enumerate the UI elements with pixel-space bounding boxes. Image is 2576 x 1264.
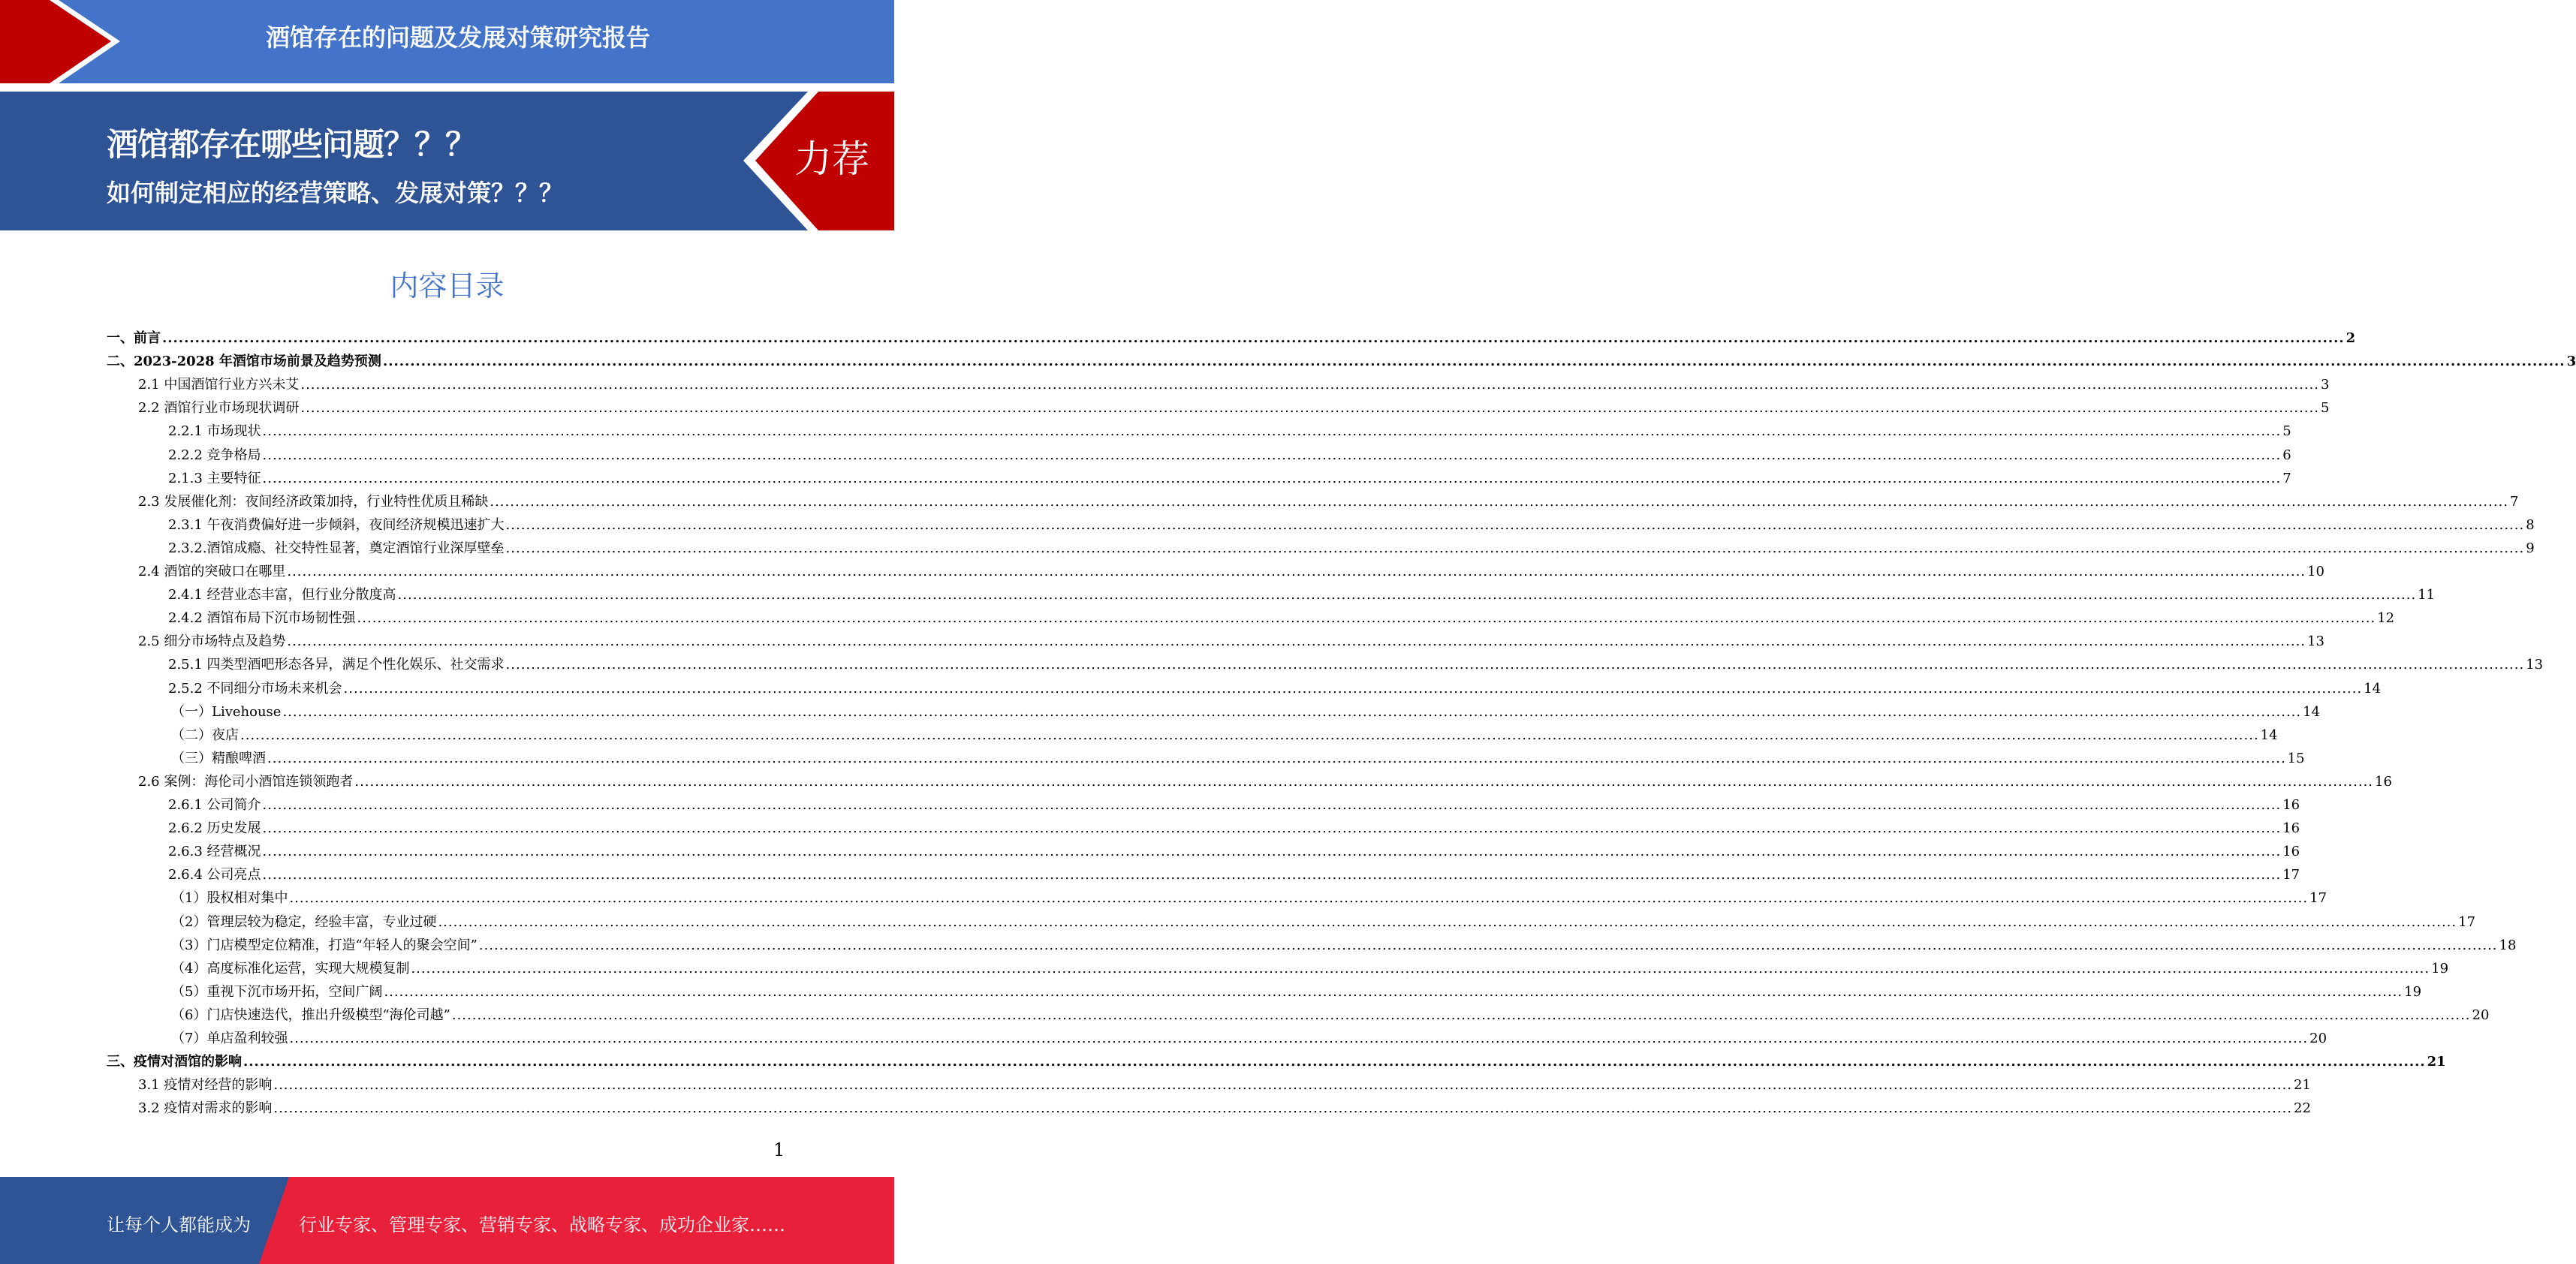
- toc-dot-leader: ................................................................................................................................................................................................................................................................................................................................................................................................................: [300, 377, 2320, 393]
- toc-dot-leader: ................................................................................................................................................................................................................................................................................................................................................................................................................: [357, 610, 2376, 627]
- toc-entry-page: 17: [2282, 867, 2300, 883]
- toc-dot-leader: ................................................................................................................................................................................................................................................................................................................................................................................................................: [382, 354, 2565, 370]
- page-number: 1: [773, 1139, 785, 1160]
- toc-entry-label: （4）高度标准化运营，实现大规模复制: [171, 960, 410, 977]
- toc-entry[interactable]: [138, 771, 2392, 794]
- toc-entry-page: 14: [2260, 727, 2278, 743]
- toc-entry-label: 2.1.3 主要特征: [168, 470, 261, 486]
- toc-dot-leader: ................................................................................................................................................................................................................................................................................................................................................................................................................: [262, 797, 2282, 813]
- toc-entry-label: （一）Livehouse: [171, 703, 282, 720]
- toc-dot-leader: ................................................................................................................................................................................................................................................................................................................................................................................................................: [451, 1007, 2471, 1023]
- toc-entry-label: （3）门店模型定位精准，打造“年轻人的聚会空间”: [171, 937, 478, 953]
- toc-entry-label: （三）精酿啤酒: [171, 750, 266, 766]
- toc-entry[interactable]: [168, 654, 2544, 677]
- toc-entry[interactable]: [168, 817, 2300, 841]
- toc-dot-leader: ................................................................................................................................................................................................................................................................................................................................................................................................................: [262, 447, 2282, 463]
- toc-entry-page: 17: [2458, 913, 2476, 930]
- toc-entry-label: 2.4.1 经营业态丰富，但行业分散度高: [168, 587, 396, 603]
- toc-entry-page: 16: [2282, 844, 2300, 860]
- toc-entry-label: （6）门店快速迭代，推出升级模型“海伦司越”: [171, 1007, 450, 1023]
- toc-entry-label: 2.2.1 市场现状: [168, 423, 261, 440]
- toc-entry-page: 11: [2418, 587, 2436, 603]
- toc-dot-leader: ................................................................................................................................................................................................................................................................................................................................................................................................................: [289, 890, 2309, 907]
- toc-entry-label: 2.6.1 公司简介: [168, 797, 261, 813]
- toc-dot-leader: ................................................................................................................................................................................................................................................................................................................................................................................................................: [262, 867, 2282, 883]
- toc-entry-page: 5: [2321, 400, 2330, 417]
- toc-title: 内容目录: [390, 269, 505, 302]
- toc-entry-label: （1）股权相对集中: [171, 890, 288, 907]
- toc-entry-page: 3: [2321, 377, 2330, 393]
- toc-dot-leader: ................................................................................................................................................................................................................................................................................................................................................................................................................: [478, 937, 2498, 953]
- toc-entry[interactable]: [171, 911, 2476, 934]
- toc-entry-page: 7: [2510, 493, 2519, 510]
- toc-entry-page: 19: [2431, 960, 2449, 977]
- toc-entry[interactable]: [171, 934, 2517, 958]
- toc-entry-page: 15: [2287, 750, 2305, 766]
- recommend-badge: 力荐: [794, 137, 869, 181]
- toc-dot-leader: ................................................................................................................................................................................................................................................................................................................................................................................................................: [289, 1031, 2309, 1046]
- toc-entry[interactable]: [168, 444, 2291, 468]
- toc-entry-page: 20: [2309, 1031, 2327, 1046]
- toc-entry-label: 三、疫情对酒馆的影响: [107, 1054, 242, 1070]
- toc-entry-page: 9: [2526, 540, 2535, 556]
- footer-slogan-right: 行业专家、管理专家、营销专家、战略专家、成功企业家……: [299, 1214, 785, 1235]
- toc-entry-page: 3: [2566, 354, 2576, 370]
- toc-dot-leader: ................................................................................................................................................................................................................................................................................................................................................................................................................: [243, 1054, 2426, 1070]
- toc-dot-leader: ................................................................................................................................................................................................................................................................................................................................................................................................................: [384, 983, 2403, 1000]
- toc-entry[interactable]: [138, 1097, 2311, 1121]
- toc-dot-leader: ................................................................................................................................................................................................................................................................................................................................................................................................................: [411, 960, 2430, 977]
- toc-entry[interactable]: [107, 351, 2576, 374]
- toc-entry-label: 3.1 疫情对经营的影响: [138, 1077, 273, 1094]
- toc-entry-page: 16: [2375, 773, 2392, 790]
- toc-entry-label: 3.2 疫情对需求的影响: [138, 1100, 273, 1117]
- toc-dot-leader: ................................................................................................................................................................................................................................................................................................................................................................................................................: [240, 727, 2259, 743]
- toc-entry-label: 2.2 酒馆行业市场现状调研: [138, 400, 300, 417]
- toc-entry-label: 2.3 发展催化剂：夜间经济政策加持，行业特性优质且稀缺: [138, 493, 489, 510]
- toc-dot-leader: ................................................................................................................................................................................................................................................................................................................................................................................................................: [287, 634, 2306, 650]
- toc-entry[interactable]: [171, 701, 2321, 724]
- toc-dot-leader: ................................................................................................................................................................................................................................................................................................................................................................................................................: [262, 423, 2282, 440]
- toc-entry-page: 12: [2377, 610, 2395, 627]
- toc-entry[interactable]: [168, 794, 2300, 817]
- toc-entry-page: 22: [2294, 1100, 2311, 1117]
- toc-entry[interactable]: [168, 841, 2300, 864]
- toc-entry[interactable]: [107, 1051, 2446, 1074]
- toc-dot-leader: ................................................................................................................................................................................................................................................................................................................................................................................................................: [505, 540, 2525, 556]
- toc-entry[interactable]: [171, 748, 2305, 771]
- hero-question-strategy: 如何制定相应的经营策略、发展对策？？？: [107, 179, 564, 207]
- toc-entry-page: 14: [2303, 703, 2321, 720]
- toc-dot-leader: ................................................................................................................................................................................................................................................................................................................................................................................................................: [300, 400, 2320, 417]
- toc-entry-page: 16: [2282, 820, 2300, 837]
- toc-entry-page: 21: [2427, 1054, 2446, 1070]
- toc-entry[interactable]: [138, 491, 2519, 514]
- toc-entry-label: 2.1 中国酒馆行业方兴未艾: [138, 377, 300, 393]
- toc-entry-page: 2: [2346, 330, 2356, 346]
- toc-entry-page: 5: [2282, 423, 2291, 440]
- toc-dot-leader: ................................................................................................................................................................................................................................................................................................................................................................................................................: [267, 750, 2286, 766]
- toc-entry-label: 2.2.2 竞争格局: [168, 447, 261, 463]
- toc-dot-leader: ................................................................................................................................................................................................................................................................................................................................................................................................................: [505, 657, 2525, 673]
- toc-dot-leader: ................................................................................................................................................................................................................................................................................................................................................................................................................: [397, 587, 2417, 603]
- hero-question-problems: 酒馆都存在哪些问题？？？: [107, 126, 477, 163]
- toc-entry-page: 19: [2404, 983, 2422, 1000]
- toc-entry-label: （2）管理层较为稳定，经验丰富，专业过硬: [171, 913, 437, 930]
- toc-entry[interactable]: [171, 887, 2327, 910]
- toc-entry[interactable]: [171, 958, 2449, 981]
- toc-entry[interactable]: [171, 1004, 2490, 1028]
- toc-entry-label: 2.4.2 酒馆布局下沉市场韧性强: [168, 610, 356, 627]
- toc-entry-label: （二）夜店: [171, 727, 239, 743]
- toc-entry[interactable]: [168, 468, 2291, 491]
- toc-entry[interactable]: [168, 607, 2395, 630]
- toc-entry[interactable]: [138, 374, 2330, 397]
- toc-entry[interactable]: [168, 864, 2300, 887]
- toc-dot-leader: ................................................................................................................................................................................................................................................................................................................................................................................................................: [162, 330, 2345, 346]
- toc-entry[interactable]: [168, 678, 2382, 701]
- toc-entry-page: 18: [2499, 937, 2517, 953]
- toc-entry-page: 21: [2294, 1077, 2311, 1094]
- toc-entry-page: 14: [2364, 680, 2382, 697]
- toc-entry-label: 2.6 案例：海伦司小酒馆连锁领跑者: [138, 773, 354, 790]
- toc-entry-page: 20: [2472, 1007, 2490, 1023]
- toc-dot-leader: ................................................................................................................................................................................................................................................................................................................................................................................................................: [262, 844, 2282, 860]
- toc-entry-label: 一、前言: [107, 330, 161, 346]
- toc-entry-label: （7）单店盈利较强: [171, 1031, 288, 1046]
- toc-entry-label: 2.5.2 不同细分市场未来机会: [168, 680, 342, 697]
- report-title: 酒馆存在的问题及发展对策研究报告: [265, 23, 650, 52]
- toc-entry[interactable]: [168, 537, 2535, 561]
- hero-banner: [0, 92, 894, 230]
- toc-entry[interactable]: [138, 1074, 2311, 1097]
- toc-entry-label: 2.4 酒馆的突破口在哪里: [138, 564, 286, 579]
- toc-entry-label: 2.3.2.酒馆成瘾、社交特性显著，奠定酒馆行业深厚壁垒: [168, 540, 505, 556]
- toc-dot-leader: ................................................................................................................................................................................................................................................................................................................................................................................................................: [273, 1077, 2293, 1094]
- toc-entry-page: 13: [2307, 634, 2324, 650]
- toc-entry-page: 7: [2282, 470, 2291, 486]
- toc-entry[interactable]: [171, 981, 2422, 1004]
- toc-entry-label: 2.6.2 历史发展: [168, 820, 261, 837]
- toc-entry[interactable]: [168, 514, 2535, 537]
- toc-dot-leader: ................................................................................................................................................................................................................................................................................................................................................................................................................: [354, 773, 2374, 790]
- toc-entry-page: 13: [2526, 657, 2544, 673]
- toc-entry[interactable]: [138, 630, 2324, 654]
- toc-entry-label: 2.3.1 午夜消费偏好进一步倾斜，夜间经济规模迅速扩大: [168, 516, 505, 533]
- toc-entry[interactable]: [171, 724, 2278, 748]
- toc-entry-label: 2.5 细分市场特点及趋势: [138, 634, 286, 650]
- toc-dot-leader: ................................................................................................................................................................................................................................................................................................................................................................................................................: [490, 493, 2509, 510]
- toc-entry-label: 2.6.4 公司亮点: [168, 867, 261, 883]
- toc-entry-page: 8: [2526, 516, 2535, 533]
- toc-dot-leader: ................................................................................................................................................................................................................................................................................................................................................................................................................: [505, 516, 2525, 533]
- footer-slogan-left: 让每个人都能成为: [107, 1214, 251, 1235]
- toc-entry-page: 16: [2282, 797, 2300, 813]
- toc-entry[interactable]: [138, 397, 2330, 420]
- header-arrow-decoration: [0, 0, 120, 83]
- toc-entry-label: 二、2023-2028 年酒馆市场前景及趋势预测: [107, 354, 381, 370]
- toc-entry-page: 6: [2282, 447, 2291, 463]
- toc-entry-label: 2.5.1 四类型酒吧形态各异，满足个性化娱乐、社交需求: [168, 657, 505, 673]
- toc-entry-page: 17: [2309, 890, 2327, 907]
- toc-dot-leader: ................................................................................................................................................................................................................................................................................................................................................................................................................: [262, 470, 2282, 486]
- toc-dot-leader: ................................................................................................................................................................................................................................................................................................................................................................................................................: [287, 564, 2306, 579]
- toc-entry[interactable]: [168, 584, 2436, 607]
- toc-dot-leader: ................................................................................................................................................................................................................................................................................................................................................................................................................: [438, 913, 2457, 930]
- toc-dot-leader: ................................................................................................................................................................................................................................................................................................................................................................................................................: [343, 680, 2363, 697]
- toc-entry-label: 2.6.3 经营概况: [168, 844, 261, 860]
- toc-dot-leader: ................................................................................................................................................................................................................................................................................................................................................................................................................: [282, 703, 2302, 720]
- toc-dot-leader: ................................................................................................................................................................................................................................................................................................................................................................................................................: [273, 1100, 2293, 1117]
- toc-entry-label: （5）重视下沉市场开拓，空间广阔: [171, 983, 383, 1000]
- toc-entry[interactable]: [138, 561, 2324, 584]
- toc-dot-leader: ................................................................................................................................................................................................................................................................................................................................................................................................................: [262, 820, 2282, 837]
- toc-entry[interactable]: [107, 327, 2356, 351]
- toc-entry-page: 10: [2307, 564, 2324, 579]
- toc-entry[interactable]: [171, 1028, 2327, 1051]
- toc-entry[interactable]: [168, 420, 2291, 444]
